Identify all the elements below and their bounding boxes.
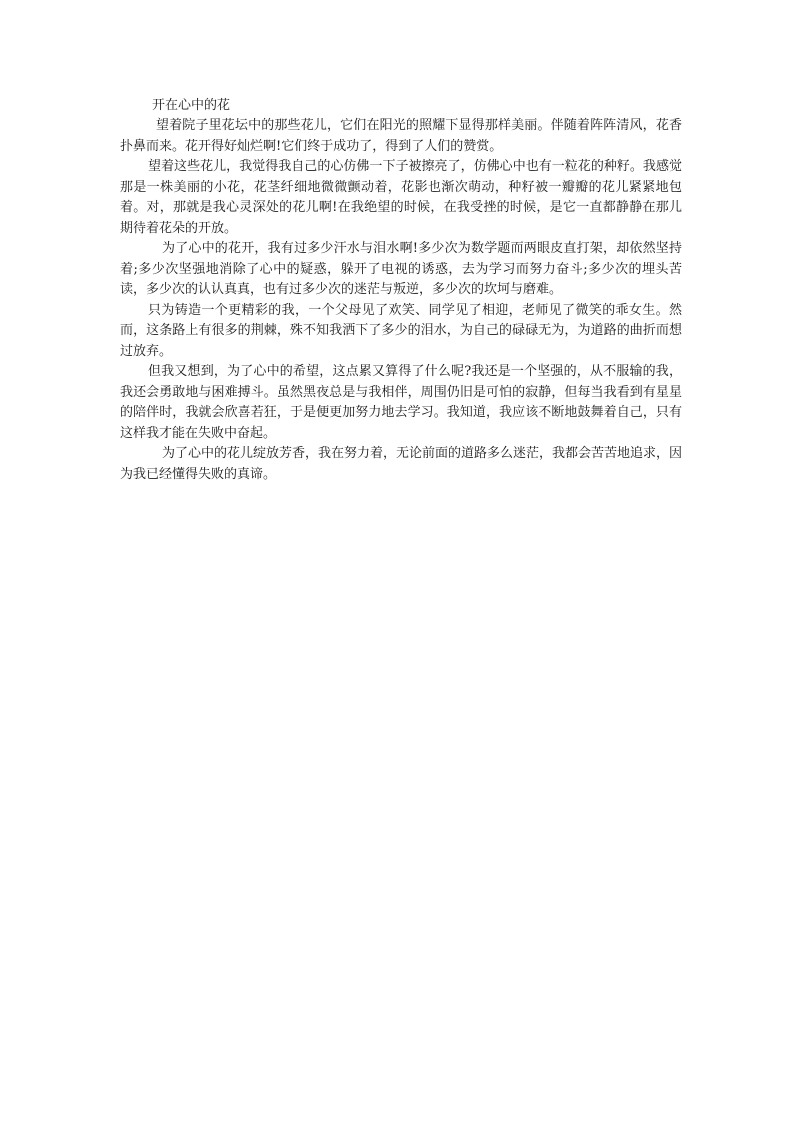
paragraph-2: 望着这些花儿，我觉得我自己的心仿佛一下子被擦亮了，仿佛心中也有一粒花的种籽。我感觉那是一株美丽的小花，花茎纤细地微微颤动着，花影也渐次萌动，种籽被一瓣瓣的花儿紧紧地包着。对，那就是我心灵深处的花儿啊!在我绝望的时候，在我受挫的时候，是它一直都静静在那儿期待着花朵的开放。 [120, 159, 682, 236]
paragraph-4: 只为铸造一个更精彩的我，一个父母见了欢笑、同学见了相迎，老师见了微笑的乖女生。然而，这条路上有很多的荆棘，殊不知我洒下了多少的泪水，为自己的碌碌无为，为道路的曲折而想过放弃。 [120, 302, 682, 359]
paragraph-6: 为了心中的花儿绽放芳香，我在努力着，无论前面的道路多么迷茫，我都会苦苦地追求，因为我已经懂得失败的真谛。 [120, 446, 683, 482]
paragraph-1: 望着院子里花坛中的那些花儿，它们在阳光的照耀下显得那样美丽。伴随着阵阵清风，花香扑鼻而来。花开得好灿烂啊!它们终于成功了，得到了人们的赞赏。 [120, 118, 682, 154]
document-page [120, 96, 682, 485]
paragraph-5: 但我又想到，为了心中的希望，这点累又算得了什么呢?我还是一个坚强的，从不服输的我，我还会勇敢地与困难搏斗。虽然黑夜总是与我相伴，周围仍旧是可怕的寂静，但每当我看到有星星的陪伴时，我就会欣喜若狂，于是便更加努力地去学习。我知道，我应该不断地鼓舞着自己，只有这样我才能在失败中奋起。 [120, 364, 682, 441]
paragraph-3: 为了心中的花开，我有过多少汗水与泪水啊!多少次为数学题而两眼皮直打架，却依然坚持着;多少次坚强地消除了心中的疑惑，躲开了电视的诱惑，去为学习而努力奋斗;多少次的埋头苦读，多少次的认认真真，也有过多少次的迷茫与叛逆，多少次的坎坷与磨难。 [120, 241, 682, 297]
document-title: 开在心中的花 [152, 98, 231, 113]
